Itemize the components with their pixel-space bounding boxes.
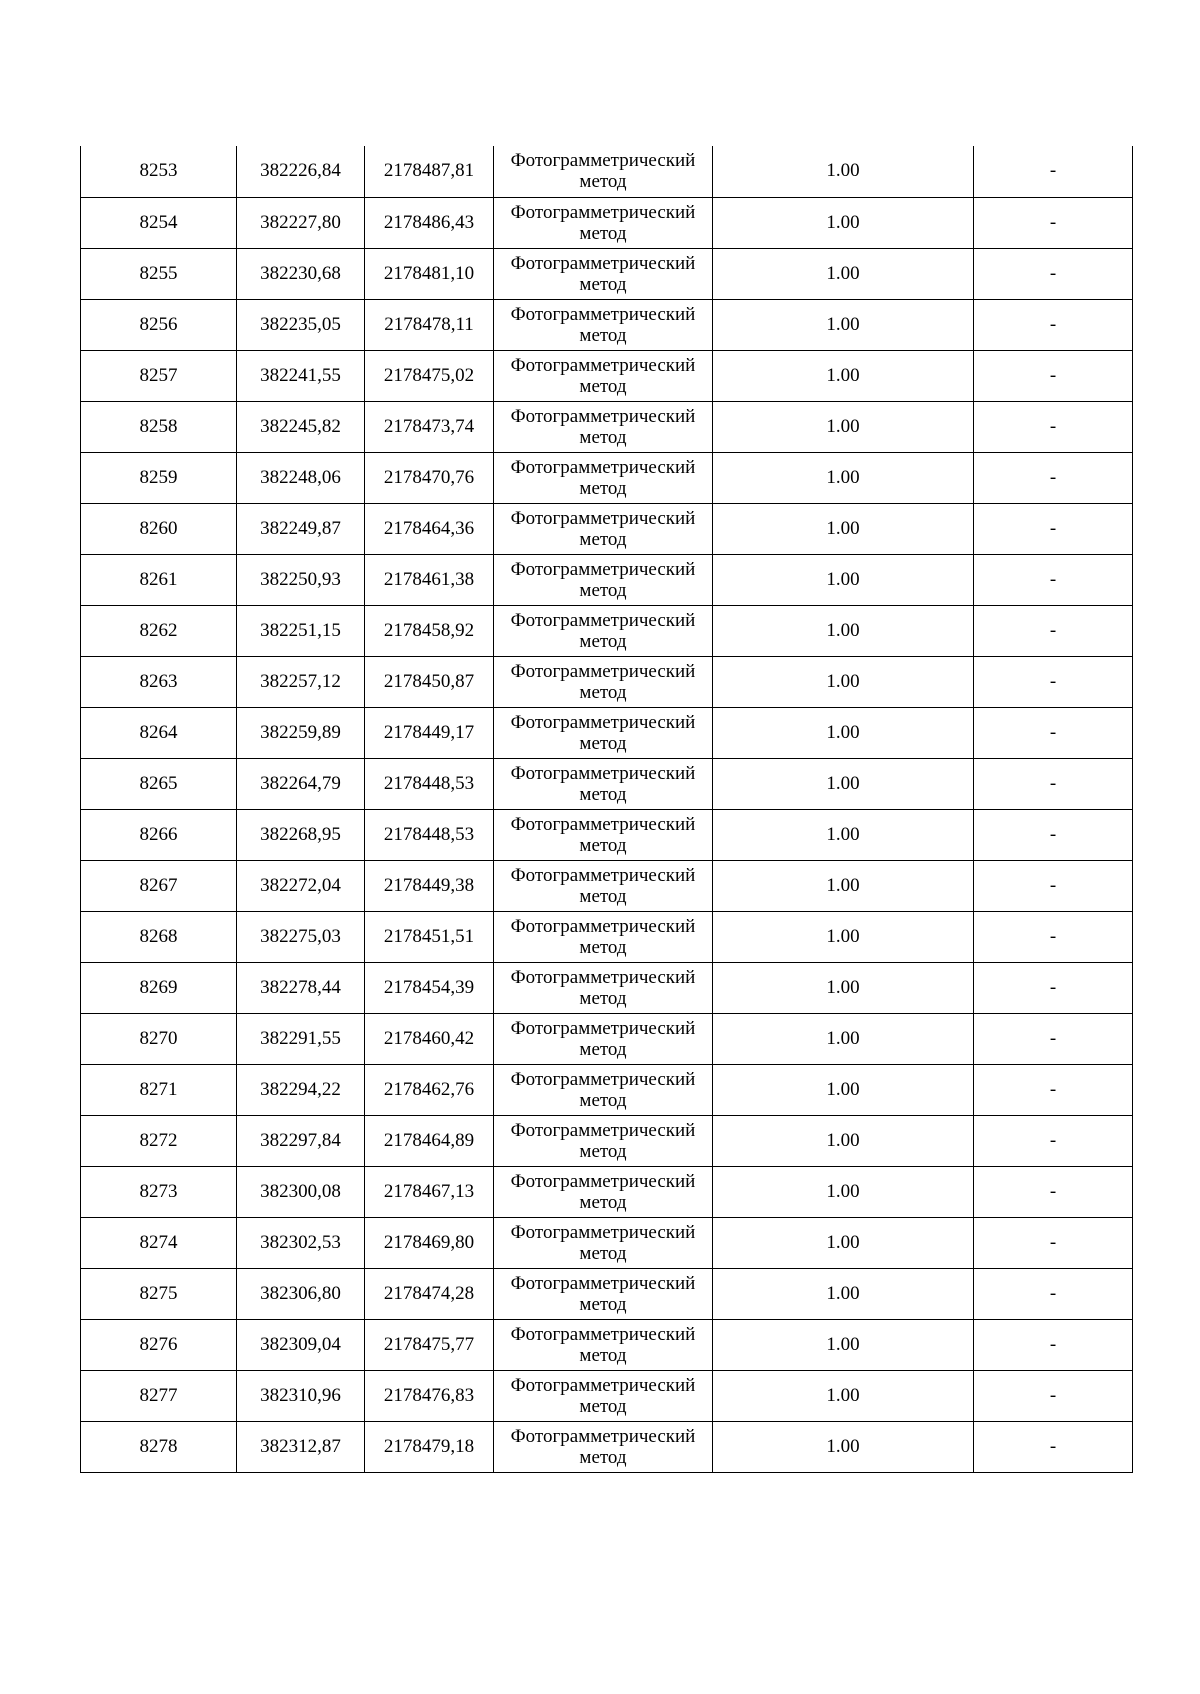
- accuracy-cell: 1.00: [713, 1319, 974, 1370]
- x-coordinate-cell: 382278,44: [237, 962, 365, 1013]
- accuracy-cell: 1.00: [713, 962, 974, 1013]
- x-coordinate-cell: 382245,82: [237, 401, 365, 452]
- point-number-cell: 8277: [81, 1370, 237, 1421]
- y-coordinate-cell: 2178454,39: [365, 962, 494, 1013]
- point-number-cell: 8266: [81, 809, 237, 860]
- table-row: [81, 860, 1133, 911]
- accuracy-cell: 1.00: [713, 503, 974, 554]
- x-coordinate-cell: 382259,89: [237, 707, 365, 758]
- method-line-2: метод: [579, 426, 627, 448]
- point-number-cell: 8260: [81, 503, 237, 554]
- y-coordinate-cell: 2178469,80: [365, 1217, 494, 1268]
- method-line-2: метод: [579, 681, 627, 703]
- table-row: [81, 350, 1133, 401]
- method-cell: [494, 197, 713, 248]
- table-row: [81, 146, 1133, 197]
- accuracy-cell: 1.00: [713, 554, 974, 605]
- method-line-2: метод: [579, 1446, 627, 1468]
- method-line-2: метод: [579, 1242, 627, 1264]
- method-line-1: Фотограмметрический: [510, 1170, 696, 1192]
- method-line-2: метод: [579, 936, 627, 958]
- method-cell: [494, 656, 713, 707]
- y-coordinate-cell: 2178451,51: [365, 911, 494, 962]
- point-number-cell: 8268: [81, 911, 237, 962]
- method-line-2: метод: [579, 477, 627, 499]
- y-coordinate-cell: 2178464,89: [365, 1115, 494, 1166]
- y-coordinate-cell: 2178460,42: [365, 1013, 494, 1064]
- method-line-2: метод: [579, 171, 627, 193]
- y-coordinate-cell: 2178464,36: [365, 503, 494, 554]
- method-cell: [494, 503, 713, 554]
- point-number-cell: 8272: [81, 1115, 237, 1166]
- table-row: [81, 1268, 1133, 1319]
- note-cell: -: [974, 962, 1133, 1013]
- note-cell: -: [974, 860, 1133, 911]
- y-coordinate-cell: 2178470,76: [365, 452, 494, 503]
- x-coordinate-cell: 382312,87: [237, 1421, 365, 1472]
- x-coordinate-cell: 382241,55: [237, 350, 365, 401]
- point-number-cell: 8262: [81, 605, 237, 656]
- point-number-cell: 8278: [81, 1421, 237, 1472]
- table-row: [81, 962, 1133, 1013]
- point-number-cell: 8263: [81, 656, 237, 707]
- point-number-cell: 8258: [81, 401, 237, 452]
- note-cell: -: [974, 1421, 1133, 1472]
- table-row: [81, 1013, 1133, 1064]
- table-row: [81, 503, 1133, 554]
- method-line-1: Фотограмметрический: [510, 354, 696, 376]
- note-cell: -: [974, 401, 1133, 452]
- method-line-1: Фотограмметрический: [510, 303, 696, 325]
- note-cell: -: [974, 1166, 1133, 1217]
- note-cell: -: [974, 707, 1133, 758]
- coordinates-table: [80, 146, 1133, 1473]
- point-number-cell: 8276: [81, 1319, 237, 1370]
- y-coordinate-cell: 2178474,28: [365, 1268, 494, 1319]
- point-number-cell: 8259: [81, 452, 237, 503]
- y-coordinate-cell: 2178467,13: [365, 1166, 494, 1217]
- table-row: [81, 452, 1133, 503]
- method-line-1: Фотограмметрический: [510, 711, 696, 733]
- note-cell: -: [974, 1064, 1133, 1115]
- y-coordinate-cell: 2178448,53: [365, 809, 494, 860]
- note-cell: -: [974, 809, 1133, 860]
- y-coordinate-cell: 2178487,81: [365, 146, 494, 197]
- method-cell: [494, 758, 713, 809]
- note-cell: -: [974, 554, 1133, 605]
- point-number-cell: 8270: [81, 1013, 237, 1064]
- x-coordinate-cell: 382230,68: [237, 248, 365, 299]
- accuracy-cell: 1.00: [713, 809, 974, 860]
- x-coordinate-cell: 382297,84: [237, 1115, 365, 1166]
- point-number-cell: 8265: [81, 758, 237, 809]
- point-number-cell: 8274: [81, 1217, 237, 1268]
- method-line-1: Фотограмметрический: [510, 915, 696, 937]
- x-coordinate-cell: 382291,55: [237, 1013, 365, 1064]
- table-row: [81, 248, 1133, 299]
- x-coordinate-cell: 382309,04: [237, 1319, 365, 1370]
- method-line-2: метод: [579, 1395, 627, 1417]
- point-number-cell: 8257: [81, 350, 237, 401]
- table-row: [81, 707, 1133, 758]
- accuracy-cell: 1.00: [713, 1166, 974, 1217]
- method-cell: [494, 299, 713, 350]
- table-row: [81, 299, 1133, 350]
- x-coordinate-cell: 382264,79: [237, 758, 365, 809]
- y-coordinate-cell: 2178479,18: [365, 1421, 494, 1472]
- x-coordinate-cell: 382227,80: [237, 197, 365, 248]
- method-cell: [494, 605, 713, 656]
- y-coordinate-cell: 2178478,11: [365, 299, 494, 350]
- method-cell: [494, 350, 713, 401]
- method-cell: [494, 860, 713, 911]
- accuracy-cell: 1.00: [713, 1064, 974, 1115]
- table-row: [81, 1064, 1133, 1115]
- method-line-1: Фотограмметрический: [510, 405, 696, 427]
- point-number-cell: 8253: [81, 146, 237, 197]
- method-line-2: метод: [579, 987, 627, 1009]
- method-line-1: Фотограмметрический: [510, 813, 696, 835]
- method-line-1: Фотограмметрический: [510, 660, 696, 682]
- method-line-2: метод: [579, 783, 627, 805]
- method-line-1: Фотограмметрический: [510, 1068, 696, 1090]
- method-cell: [494, 146, 713, 197]
- accuracy-cell: 1.00: [713, 707, 974, 758]
- method-line-1: Фотограмметрический: [510, 864, 696, 886]
- point-number-cell: 8261: [81, 554, 237, 605]
- accuracy-cell: 1.00: [713, 1268, 974, 1319]
- x-coordinate-cell: 382250,93: [237, 554, 365, 605]
- method-line-2: метод: [579, 579, 627, 601]
- table-row: [81, 554, 1133, 605]
- note-cell: -: [974, 503, 1133, 554]
- method-cell: [494, 1166, 713, 1217]
- x-coordinate-cell: 382268,95: [237, 809, 365, 860]
- method-line-1: Фотограмметрический: [510, 609, 696, 631]
- x-coordinate-cell: 382275,03: [237, 911, 365, 962]
- point-number-cell: 8275: [81, 1268, 237, 1319]
- method-line-2: метод: [579, 1344, 627, 1366]
- note-cell: -: [974, 248, 1133, 299]
- table-row: [81, 809, 1133, 860]
- note-cell: -: [974, 1013, 1133, 1064]
- method-line-1: Фотограмметрический: [510, 507, 696, 529]
- coordinates-table-body: [81, 146, 1133, 1472]
- method-line-1: Фотограмметрический: [510, 150, 696, 172]
- accuracy-cell: 1.00: [713, 860, 974, 911]
- accuracy-cell: 1.00: [713, 299, 974, 350]
- method-line-2: метод: [579, 528, 627, 550]
- note-cell: -: [974, 758, 1133, 809]
- note-cell: -: [974, 1370, 1133, 1421]
- table-row: [81, 758, 1133, 809]
- table-row: [81, 1115, 1133, 1166]
- method-cell: [494, 401, 713, 452]
- note-cell: -: [974, 1115, 1133, 1166]
- method-line-2: метод: [579, 324, 627, 346]
- method-line-1: Фотограмметрический: [510, 252, 696, 274]
- note-cell: -: [974, 656, 1133, 707]
- note-cell: -: [974, 350, 1133, 401]
- table-row: [81, 1217, 1133, 1268]
- accuracy-cell: 1.00: [713, 452, 974, 503]
- method-line-2: метод: [579, 732, 627, 754]
- y-coordinate-cell: 2178449,38: [365, 860, 494, 911]
- y-coordinate-cell: 2178473,74: [365, 401, 494, 452]
- accuracy-cell: 1.00: [713, 911, 974, 962]
- accuracy-cell: 1.00: [713, 1217, 974, 1268]
- accuracy-cell: 1.00: [713, 350, 974, 401]
- method-line-2: метод: [579, 1293, 627, 1315]
- point-number-cell: 8264: [81, 707, 237, 758]
- table-row: [81, 605, 1133, 656]
- method-line-2: метод: [579, 1038, 627, 1060]
- y-coordinate-cell: 2178481,10: [365, 248, 494, 299]
- point-number-cell: 8267: [81, 860, 237, 911]
- x-coordinate-cell: 382310,96: [237, 1370, 365, 1421]
- note-cell: -: [974, 911, 1133, 962]
- point-number-cell: 8254: [81, 197, 237, 248]
- method-line-1: Фотограмметрический: [510, 1272, 696, 1294]
- method-cell: [494, 452, 713, 503]
- note-cell: -: [974, 1268, 1133, 1319]
- method-cell: [494, 1268, 713, 1319]
- method-line-2: метод: [579, 1191, 627, 1213]
- method-line-1: Фотограмметрический: [510, 558, 696, 580]
- method-line-1: Фотограмметрический: [510, 456, 696, 478]
- method-line-2: метод: [579, 375, 627, 397]
- table-row: [81, 1319, 1133, 1370]
- point-number-cell: 8256: [81, 299, 237, 350]
- y-coordinate-cell: 2178448,53: [365, 758, 494, 809]
- method-line-1: Фотограмметрический: [510, 1425, 696, 1447]
- method-line-2: метод: [579, 885, 627, 907]
- x-coordinate-cell: 382257,12: [237, 656, 365, 707]
- y-coordinate-cell: 2178475,77: [365, 1319, 494, 1370]
- y-coordinate-cell: 2178458,92: [365, 605, 494, 656]
- method-line-2: метод: [579, 273, 627, 295]
- y-coordinate-cell: 2178450,87: [365, 656, 494, 707]
- point-number-cell: 8273: [81, 1166, 237, 1217]
- accuracy-cell: 1.00: [713, 1421, 974, 1472]
- method-line-1: Фотограмметрический: [510, 1119, 696, 1141]
- method-cell: [494, 962, 713, 1013]
- table-row: [81, 656, 1133, 707]
- note-cell: -: [974, 1319, 1133, 1370]
- method-cell: [494, 1370, 713, 1421]
- method-cell: [494, 248, 713, 299]
- table-row: [81, 1166, 1133, 1217]
- x-coordinate-cell: 382249,87: [237, 503, 365, 554]
- method-cell: [494, 554, 713, 605]
- point-number-cell: 8271: [81, 1064, 237, 1115]
- table-row: [81, 911, 1133, 962]
- method-line-1: Фотограмметрический: [510, 1017, 696, 1039]
- x-coordinate-cell: 382235,05: [237, 299, 365, 350]
- note-cell: -: [974, 605, 1133, 656]
- method-cell: [494, 1421, 713, 1472]
- accuracy-cell: 1.00: [713, 1370, 974, 1421]
- method-line-1: Фотограмметрический: [510, 1323, 696, 1345]
- y-coordinate-cell: 2178476,83: [365, 1370, 494, 1421]
- note-cell: -: [974, 146, 1133, 197]
- method-line-1: Фотограмметрический: [510, 1374, 696, 1396]
- method-cell: [494, 1319, 713, 1370]
- note-cell: -: [974, 299, 1133, 350]
- x-coordinate-cell: 382306,80: [237, 1268, 365, 1319]
- method-cell: [494, 1064, 713, 1115]
- table-row: [81, 1421, 1133, 1472]
- x-coordinate-cell: 382294,22: [237, 1064, 365, 1115]
- point-number-cell: 8269: [81, 962, 237, 1013]
- x-coordinate-cell: 382251,15: [237, 605, 365, 656]
- note-cell: -: [974, 197, 1133, 248]
- x-coordinate-cell: 382226,84: [237, 146, 365, 197]
- accuracy-cell: 1.00: [713, 197, 974, 248]
- accuracy-cell: 1.00: [713, 1013, 974, 1064]
- accuracy-cell: 1.00: [713, 248, 974, 299]
- method-line-1: Фотограмметрический: [510, 966, 696, 988]
- y-coordinate-cell: 2178449,17: [365, 707, 494, 758]
- x-coordinate-cell: 382248,06: [237, 452, 365, 503]
- accuracy-cell: 1.00: [713, 656, 974, 707]
- method-line-1: Фотограмметрический: [510, 201, 696, 223]
- method-cell: [494, 911, 713, 962]
- method-cell: [494, 809, 713, 860]
- method-line-2: метод: [579, 222, 627, 244]
- accuracy-cell: 1.00: [713, 605, 974, 656]
- x-coordinate-cell: 382302,53: [237, 1217, 365, 1268]
- table-row: [81, 401, 1133, 452]
- method-cell: [494, 1013, 713, 1064]
- method-cell: [494, 707, 713, 758]
- method-line-2: метод: [579, 630, 627, 652]
- y-coordinate-cell: 2178475,02: [365, 350, 494, 401]
- method-line-1: Фотограмметрический: [510, 762, 696, 784]
- x-coordinate-cell: 382272,04: [237, 860, 365, 911]
- method-cell: [494, 1217, 713, 1268]
- x-coordinate-cell: 382300,08: [237, 1166, 365, 1217]
- point-number-cell: 8255: [81, 248, 237, 299]
- method-cell: [494, 1115, 713, 1166]
- y-coordinate-cell: 2178486,43: [365, 197, 494, 248]
- accuracy-cell: 1.00: [713, 146, 974, 197]
- table-row: [81, 1370, 1133, 1421]
- method-line-1: Фотограмметрический: [510, 1221, 696, 1243]
- method-line-2: метод: [579, 834, 627, 856]
- accuracy-cell: 1.00: [713, 758, 974, 809]
- table-row: [81, 197, 1133, 248]
- note-cell: -: [974, 452, 1133, 503]
- y-coordinate-cell: 2178461,38: [365, 554, 494, 605]
- accuracy-cell: 1.00: [713, 401, 974, 452]
- method-line-2: метод: [579, 1140, 627, 1162]
- accuracy-cell: 1.00: [713, 1115, 974, 1166]
- y-coordinate-cell: 2178462,76: [365, 1064, 494, 1115]
- note-cell: -: [974, 1217, 1133, 1268]
- method-line-2: метод: [579, 1089, 627, 1111]
